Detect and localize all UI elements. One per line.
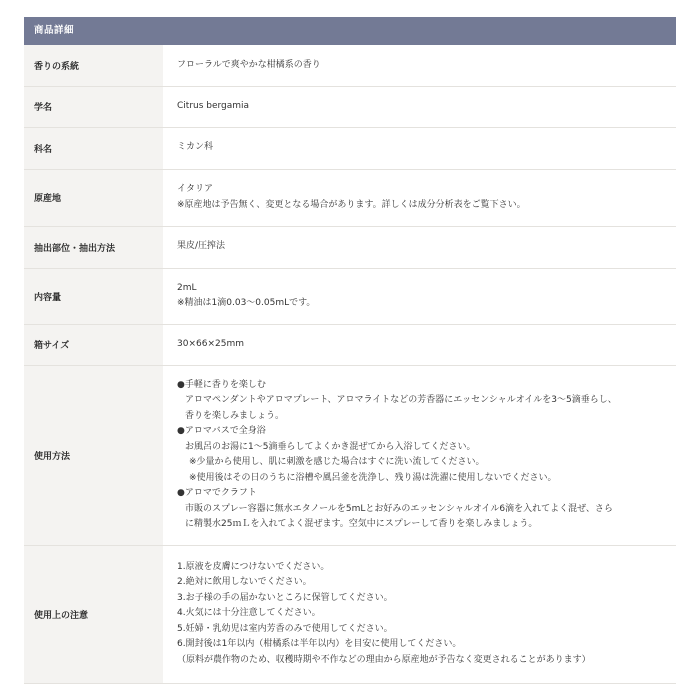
table-row-origin — [24, 169, 676, 226]
row-label: 使用方法 — [24, 365, 163, 545]
value-line: ●アロマバスで全身浴 — [177, 426, 266, 436]
value-line: ●手軽に香りを楽しむ — [177, 379, 266, 390]
table-row-precautions — [24, 545, 676, 683]
row-label: 科名 — [24, 127, 163, 169]
table-row-box-size — [24, 324, 676, 365]
value-line: ※使用後はその日のうちに浴槽や風呂釜を洗浄し、残り湯は洗濯に使用しないでください。 — [189, 472, 557, 483]
value-line: 市販のスプレー容器に無水エタノールを5mLとお好みのエッセンシャルオイル6滴を入れてよく混ぜ、さら — [185, 503, 613, 514]
product-details-panel — [24, 17, 676, 684]
row-value — [163, 545, 676, 683]
row-label: 箱サイズ — [24, 324, 163, 365]
table-row-scientific-name — [24, 86, 676, 127]
row-value — [163, 169, 676, 226]
value-line: アロマペンダントやアロマプレート、アロマライトなどの芳香器にエッセンシャルオイルを3～5滴垂らし、 — [185, 395, 617, 405]
row-value — [163, 226, 676, 268]
row-value — [163, 127, 676, 169]
value-line: Citrus bergamia — [177, 100, 250, 111]
value-line: ※少量から使用し、肌に刺激を感じた場合はすぐに洗い流してください。 — [189, 457, 485, 467]
table-row-usage — [24, 365, 676, 545]
row-label: 内容量 — [24, 268, 163, 324]
value-line: 果皮/圧搾法 — [177, 241, 226, 252]
value-line: ※原産地は予告無く、変更となる場合があります。詳しくは成分分析表をご覧下さい。 — [177, 199, 526, 210]
table-row-volume — [24, 268, 676, 324]
value-line: 6.開封後は1年以内（柑橘系は半年以内）を目安に使用してください。 — [177, 639, 462, 650]
row-value — [163, 45, 676, 86]
row-value — [163, 86, 676, 127]
value-line: 2.絶対に飲用しないでください。 — [177, 577, 312, 588]
value-line: お風呂のお湯に1～5滴垂らしてよくかき混ぜてから入浴してください。 — [185, 441, 476, 452]
value-line: 3.お子様の手の届かないところに保管してください。 — [177, 592, 393, 603]
row-label: 学名 — [24, 86, 163, 127]
value-line: 4.火気には十分注意してください。 — [177, 608, 321, 619]
table-row-scent-family — [24, 45, 676, 86]
table-row-family — [24, 127, 676, 169]
row-label: 原産地 — [24, 169, 163, 226]
value-line: に精製水25ｍＬを入れてよく混ぜます。空気中にスプレーして香りを楽しみましょう。 — [185, 519, 538, 529]
value-line: イタリア — [177, 184, 214, 194]
row-value — [163, 324, 676, 365]
value-line: ※精油は1滴0.03～0.05mLです。 — [177, 298, 316, 308]
row-value — [163, 268, 676, 324]
details-table — [24, 45, 676, 684]
value-line: ミカン科 — [177, 142, 214, 153]
table-row-extraction — [24, 226, 676, 268]
value-line: 5.妊婦・乳幼児は室内芳香のみで使用してください。 — [177, 623, 393, 634]
value-line: 30×66×25mm — [177, 338, 244, 349]
value-line: ●アロマでクラフト — [177, 488, 257, 498]
row-value — [163, 365, 676, 545]
value-line: （原料が農作物のため、収穫時期や不作などの理由から原産地が予告なく変更されることがあります） — [177, 654, 591, 665]
value-line: フローラルで爽やかな柑橘系の香り — [177, 59, 321, 70]
value-line: 香りを楽しみましょう。 — [185, 410, 285, 421]
value-line: 1.原液を皮膚につけないでください。 — [177, 561, 330, 572]
row-label: 香りの系統 — [24, 45, 163, 86]
row-label: 抽出部位・抽出方法 — [24, 226, 163, 268]
panel-header: 商品詳細 — [24, 17, 676, 45]
value-line: 2mL — [177, 282, 197, 293]
row-label: 使用上の注意 — [24, 545, 163, 683]
